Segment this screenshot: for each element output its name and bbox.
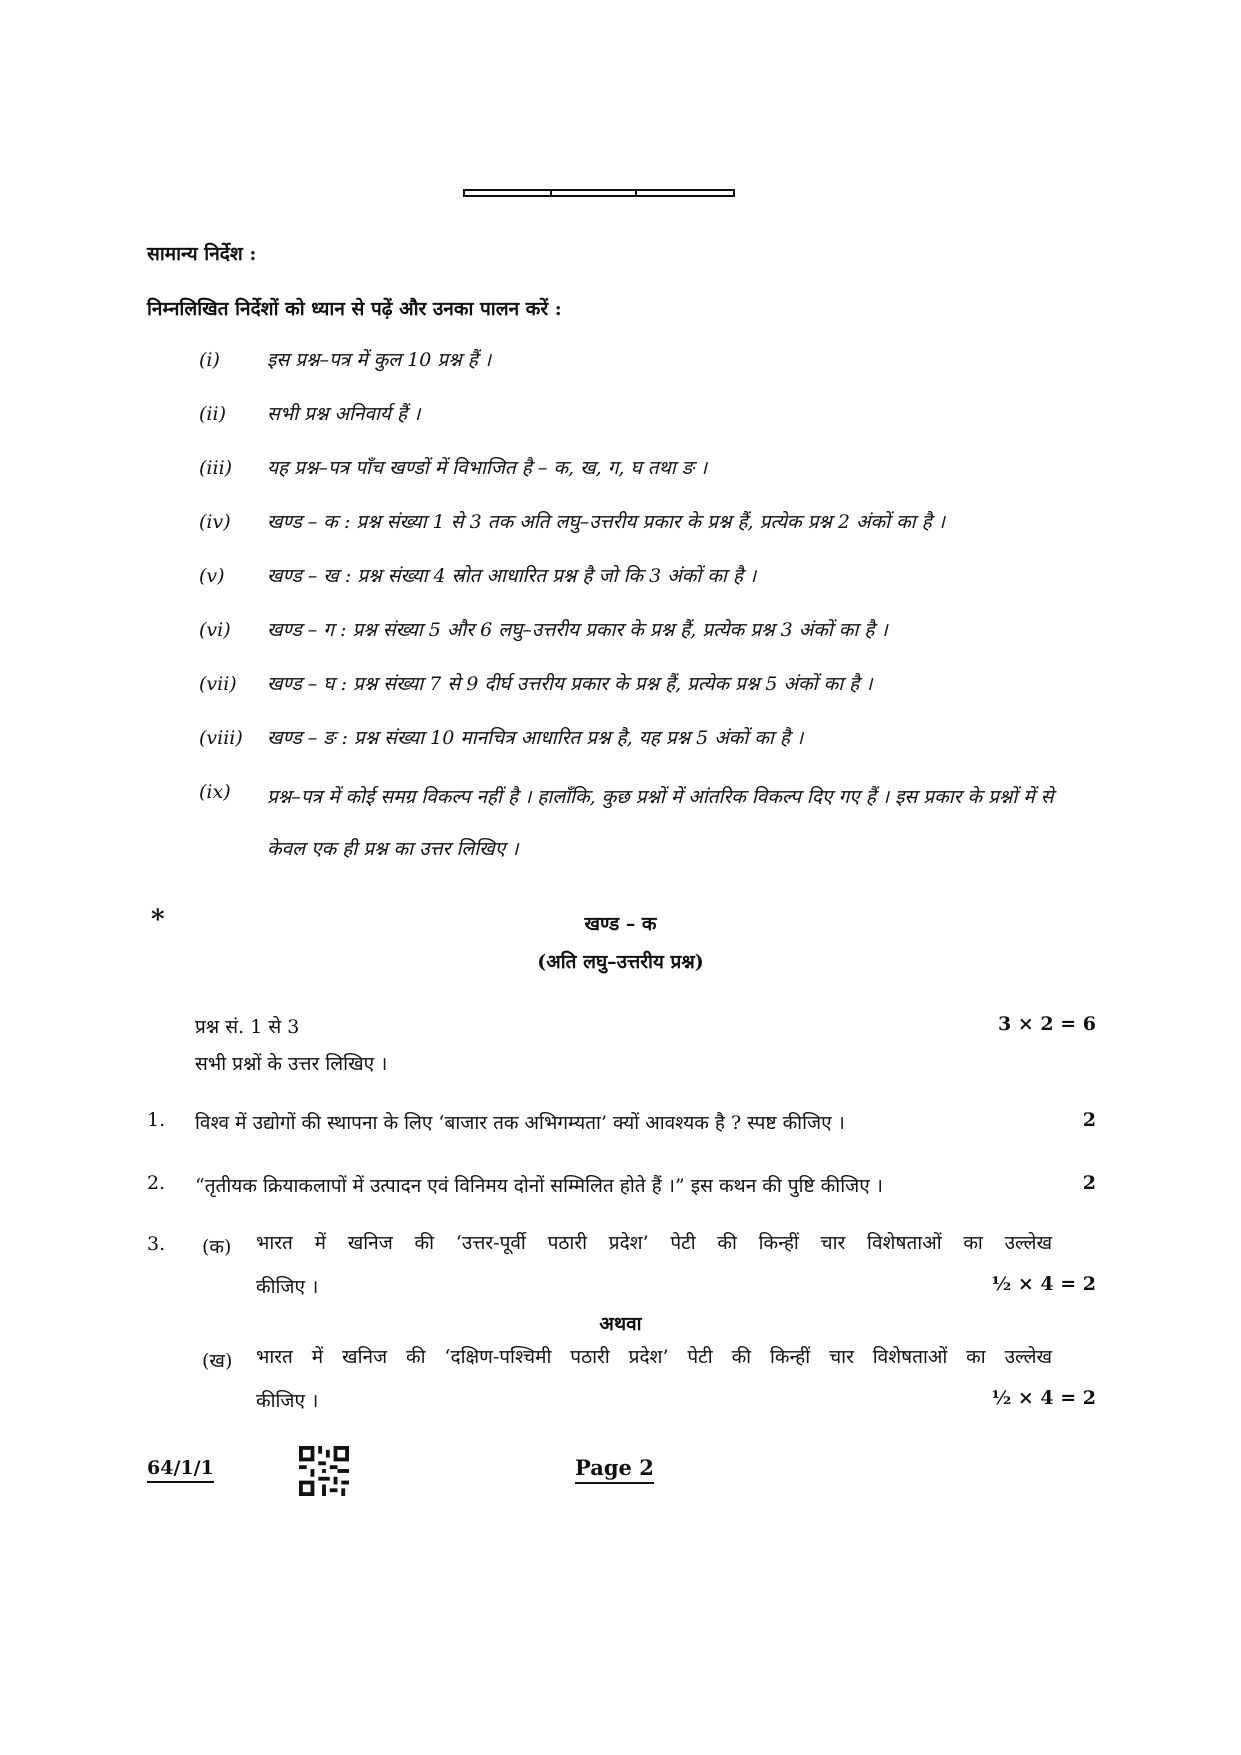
page-number: Page 2 [575, 1455, 654, 1484]
question-1 [0, 1109, 1241, 1139]
instruction-text: खण्ड – घ : प्रश्न संख्या 7 से 9 दीर्घ उत्तरीय प्रकार के प्रश्न हैं, प्रत्येक प्रश्न 5 अंकों का है । [267, 673, 873, 695]
question-number: 3. [147, 1233, 166, 1255]
question-number: 1. [147, 1109, 166, 1131]
instruction-item [199, 781, 1099, 871]
instruction-text: यह प्रश्न–पत्र पाँच खण्डों में विभाजित है – क, ख, ग, घ तथा ङ । [267, 457, 708, 479]
option-a-text-continued: कीजिए । [256, 1276, 319, 1298]
section-total-marks: 3 × 2 = 6 [998, 1013, 1096, 1035]
instruction-item [199, 565, 1099, 595]
option-b-marks: ½ × 4 = 2 [991, 1387, 1096, 1409]
instruction-text: खण्ड – ग : प्रश्न संख्या 5 और 6 लघु–उत्तरीय प्रकार के प्रश्न हैं, प्रत्येक प्रश्न 3 अंकों का है । [267, 619, 888, 641]
instruction-number: (vi) [199, 619, 231, 641]
question-3 [0, 1233, 1241, 1433]
option-b-label: (ख) [202, 1350, 233, 1372]
section-subtitle: (अति लघु–उत्तरीय प्रश्न) [537, 951, 704, 973]
instructions-subtitle: निम्नलिखित निर्देशों को ध्यान से पढ़ें और उनका पालन करें : [147, 298, 562, 320]
instruction-number: (ii) [199, 403, 226, 425]
instruction-number: (iii) [199, 457, 233, 479]
instruction-text: इस प्रश्न–पत्र में कुल 10 प्रश्न हैं । [267, 349, 492, 371]
instruction-item [199, 511, 1099, 541]
instructions-title: सामान्य निर्देश : [147, 243, 257, 265]
instruction-number: (vii) [199, 673, 237, 695]
instruction-item [199, 457, 1099, 487]
or-separator: अथवा [599, 1313, 642, 1335]
instruction-item [199, 673, 1099, 703]
question-2 [0, 1172, 1241, 1202]
instruction-item [199, 727, 1099, 757]
instruction-text: खण्ड – क : प्रश्न संख्या 1 से 3 तक अति लघु–उत्तरीय प्रकार के प्रश्न हैं, प्रत्येक प्रश्न 2 अंकों का है । [267, 511, 945, 533]
star-mark: * [151, 905, 165, 935]
instruction-text: खण्ड – ख : प्रश्न संख्या 4 स्रोत आधारित प्रश्न है जो कि 3 अंकों का है । [267, 565, 757, 587]
option-b-text-continued: कीजिए । [256, 1390, 319, 1412]
instruction-number: (viii) [199, 727, 243, 749]
instruction-item [199, 349, 1099, 379]
instruction-number: (i) [199, 349, 220, 371]
instruction-text: सभी प्रश्न अनिवार्य हैं । [267, 403, 421, 425]
question-marks: 2 [1082, 1172, 1096, 1194]
instruction-text: प्रश्न–पत्र में कोई समग्र विकल्प नहीं है । हालाँकि, कुछ प्रश्नों में आंतरिक विकल्प दिए गए हैं । इस प्रकार के प्रश्नों में से केवल एक ही प्रश्न का उत्तर लिखिए । [267, 786, 1054, 860]
option-b-text: भारत में खनिज की ‘दक्षिण-पश्चिमी पठारी प्रदेश’ पेटी की किन्हीं चार विशेषताओं का उल्लेख [256, 1346, 1052, 1368]
paper-code: 64/1/1 [147, 1457, 214, 1483]
option-a-marks: ½ × 4 = 2 [991, 1273, 1096, 1295]
option-a-label: (क) [202, 1236, 232, 1258]
section-instruction: सभी प्रश्नों के उत्तर लिखिए । [195, 1053, 388, 1075]
instruction-text: खण्ड – ङ : प्रश्न संख्या 10 मानचित्र आधारित प्रश्न है, यह प्रश्न 5 अंकों का है । [267, 727, 804, 749]
option-a-text: भारत में खनिज की ‘उत्तर-पूर्वी पठारी प्रदेश’ पेटी की किन्हीं चार विशेषताओं का उल्लेख [256, 1232, 1052, 1254]
instruction-number: (v) [199, 565, 225, 587]
question-marks: 2 [1082, 1109, 1096, 1131]
header-rule [463, 189, 735, 197]
question-number: 2. [147, 1172, 166, 1194]
instruction-item [199, 403, 1099, 433]
question-text: “तृतीयक क्रियाकलापों में उत्पादन एवं विनिमय दोनों सम्मिलित होते हैं ।” इस कथन की पुष्टि कीजिए । [195, 1175, 883, 1197]
qr-code-icon [298, 1446, 350, 1496]
section-title: खण्ड – क [584, 913, 657, 935]
instruction-number: (ix) [199, 781, 231, 803]
question-range: प्रश्न सं. 1 से 3 [195, 1016, 300, 1038]
instruction-item [199, 619, 1099, 649]
instruction-number: (iv) [199, 511, 231, 533]
question-text: विश्व में उद्योगों की स्थापना के लिए ‘बाजार तक अभिगम्यता’ क्यों आवश्यक है ? स्पष्ट कीजिए । [195, 1112, 845, 1134]
